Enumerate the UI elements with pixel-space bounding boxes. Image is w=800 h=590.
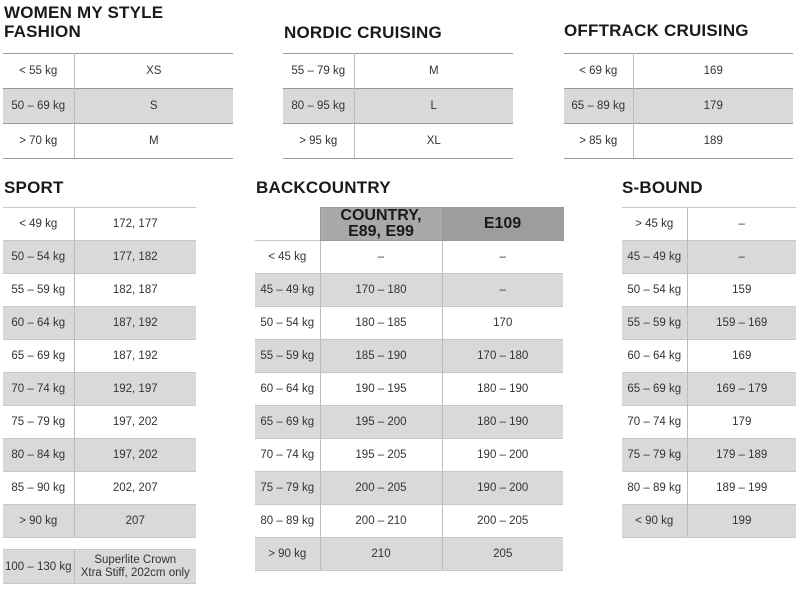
backcountry-title: BACKCOUNTRY [256,178,391,197]
weight-cell: 60 – 64 kg [3,307,74,340]
table-row [3,54,233,89]
table-row [255,340,563,373]
table-row [564,54,793,89]
weight-cell: > 95 kg [283,124,354,159]
length-cell: 159 [687,274,796,307]
weight-cell: 55 – 59 kg [622,307,687,340]
size-cell: L [354,89,513,124]
weight-cell: 60 – 64 kg [255,373,320,406]
length-cell: 159 – 169 [687,307,796,340]
weight-cell: 80 – 89 kg [622,472,687,505]
sport-title: SPORT [4,178,64,197]
length-cell: 170 – 180 [442,340,563,373]
size-cell: XS [74,54,233,89]
table-row [622,241,796,274]
header-line1: COUNTRY, [340,207,422,224]
table-row [255,373,563,406]
size-cell: S [74,89,233,124]
weight-cell: < 90 kg [622,505,687,538]
weight-cell: 70 – 74 kg [255,439,320,472]
size-cell: M [354,54,513,89]
length-cell: 179 – 189 [687,439,796,472]
length-cell: 189 [633,124,793,159]
header-line2: E89, E99 [348,223,414,240]
table-row [622,439,796,472]
length-cell: 200 – 205 [442,505,563,538]
table-row [3,89,233,124]
weight-cell: 45 – 49 kg [622,241,687,274]
length-cell: 202, 207 [74,472,196,505]
length-cell: – [687,208,796,241]
weight-cell: 75 – 79 kg [622,439,687,472]
weight-cell: 55 – 59 kg [3,274,74,307]
weight-cell: 55 – 59 kg [255,340,320,373]
weight-cell: 85 – 90 kg [3,472,74,505]
length-cell: 172, 177 [74,208,196,241]
table-row [255,439,563,472]
table-row [622,505,796,538]
length-cell: 199 [687,505,796,538]
table-row [3,472,196,505]
length-cell: 187, 192 [74,340,196,373]
length-cell: 197, 202 [74,406,196,439]
table-row [622,472,796,505]
table-row [283,89,513,124]
table-row [3,550,196,584]
table-row [622,406,796,439]
length-cell: 207 [74,505,196,538]
length-cell: 187, 192 [74,307,196,340]
length-cell: 197, 202 [74,439,196,472]
sport-special-table [3,549,196,584]
length-cell: 195 – 200 [320,406,442,439]
length-cell: 185 – 190 [320,340,442,373]
weight-cell: 75 – 79 kg [255,472,320,505]
weight-cell: > 85 kg [564,124,633,159]
women-title-line1: WOMEN MY STYLE [4,3,164,22]
women-my-style-fashion-title [4,3,163,41]
table-row [622,307,796,340]
table-row [3,373,196,406]
length-cell: 190 – 200 [442,439,563,472]
size-cell: M [74,124,233,159]
e109-header: E109 [442,208,563,241]
length-cell: 190 – 195 [320,373,442,406]
length-cell: 189 – 199 [687,472,796,505]
s-bound-title: S-BOUND [622,178,703,197]
table-row [3,241,196,274]
table-row [622,274,796,307]
table-row [3,208,196,241]
length-cell: 200 – 205 [320,472,442,505]
length-cell: 180 – 190 [442,373,563,406]
weight-cell: 65 – 89 kg [564,89,633,124]
length-cell: 192, 197 [74,373,196,406]
length-cell: 195 – 205 [320,439,442,472]
weight-cell: 65 – 69 kg [255,406,320,439]
length-cell: 179 [633,89,793,124]
weight-cell: 80 – 84 kg [3,439,74,472]
length-cell: – [320,241,442,274]
length-cell: 170 [442,307,563,340]
length-cell: 205 [442,538,563,571]
weight-cell: 60 – 64 kg [622,340,687,373]
weight-cell: 80 – 89 kg [255,505,320,538]
length-cell: 180 – 190 [442,406,563,439]
weight-cell: > 45 kg [622,208,687,241]
weight-cell: 65 – 69 kg [3,340,74,373]
empty-header-cell [255,208,320,241]
table-row [564,124,793,159]
women-size-table [3,53,233,159]
table-row [3,439,196,472]
weight-cell: 45 – 49 kg [255,274,320,307]
weight-cell: > 90 kg [255,538,320,571]
length-cell: 190 – 200 [442,472,563,505]
table-row [255,472,563,505]
weight-cell: 75 – 79 kg [3,406,74,439]
special-note-cell [74,550,196,584]
offtrack-cruising-table [564,53,793,159]
s-bound-size-table [622,207,796,538]
weight-cell: < 69 kg [564,54,633,89]
length-cell: – [442,241,563,274]
table-row [3,340,196,373]
length-cell: 169 [687,340,796,373]
weight-cell: 70 – 74 kg [622,406,687,439]
country-e89-e99-header [320,208,442,241]
table-row [3,406,196,439]
table-row [622,208,796,241]
weight-cell: > 70 kg [3,124,74,159]
weight-cell: 100 – 130 kg [3,550,74,584]
backcountry-size-table [255,207,564,571]
length-cell: 182, 187 [74,274,196,307]
length-cell: 170 – 180 [320,274,442,307]
weight-cell: 50 – 54 kg [3,241,74,274]
length-cell: – [442,274,563,307]
weight-cell: 65 – 69 kg [622,373,687,406]
nordic-cruising-title: NORDIC CRUISING [284,23,442,42]
special-note-line2: Xtra Stiff, 202cm only [80,566,190,579]
weight-cell: 80 – 95 kg [283,89,354,124]
weight-cell: 55 – 79 kg [283,54,354,89]
nordic-cruising-table [283,53,513,159]
length-cell: 180 – 185 [320,307,442,340]
weight-cell: 70 – 74 kg [3,373,74,406]
table-row [564,89,793,124]
size-cell: XL [354,124,513,159]
table-row [255,538,563,571]
length-cell: 210 [320,538,442,571]
weight-cell: < 49 kg [3,208,74,241]
sport-size-table [3,207,196,538]
table-row [255,406,563,439]
women-title-line2: FASHION [4,22,81,41]
table-row [283,124,513,159]
weight-cell: < 55 kg [3,54,74,89]
length-cell: 177, 182 [74,241,196,274]
table-header-row [255,208,563,241]
weight-cell: > 90 kg [3,505,74,538]
table-row [255,241,563,274]
special-note-line1: Superlite Crown [94,553,177,566]
length-cell: 179 [687,406,796,439]
length-cell: 169 [633,54,793,89]
length-cell: 169 – 179 [687,373,796,406]
table-row [3,124,233,159]
table-row [3,505,196,538]
weight-cell: 50 – 54 kg [622,274,687,307]
table-row [255,307,563,340]
table-row [622,373,796,406]
table-row [255,274,563,307]
weight-cell: 50 – 69 kg [3,89,74,124]
table-row [622,340,796,373]
table-row [283,54,513,89]
length-cell: 200 – 210 [320,505,442,538]
table-row [3,307,196,340]
length-cell: – [687,241,796,274]
table-row [255,505,563,538]
weight-cell: 50 – 54 kg [255,307,320,340]
offtrack-cruising-title: OFFTRACK CRUISING [564,21,749,40]
weight-cell: < 45 kg [255,241,320,274]
table-row [3,274,196,307]
